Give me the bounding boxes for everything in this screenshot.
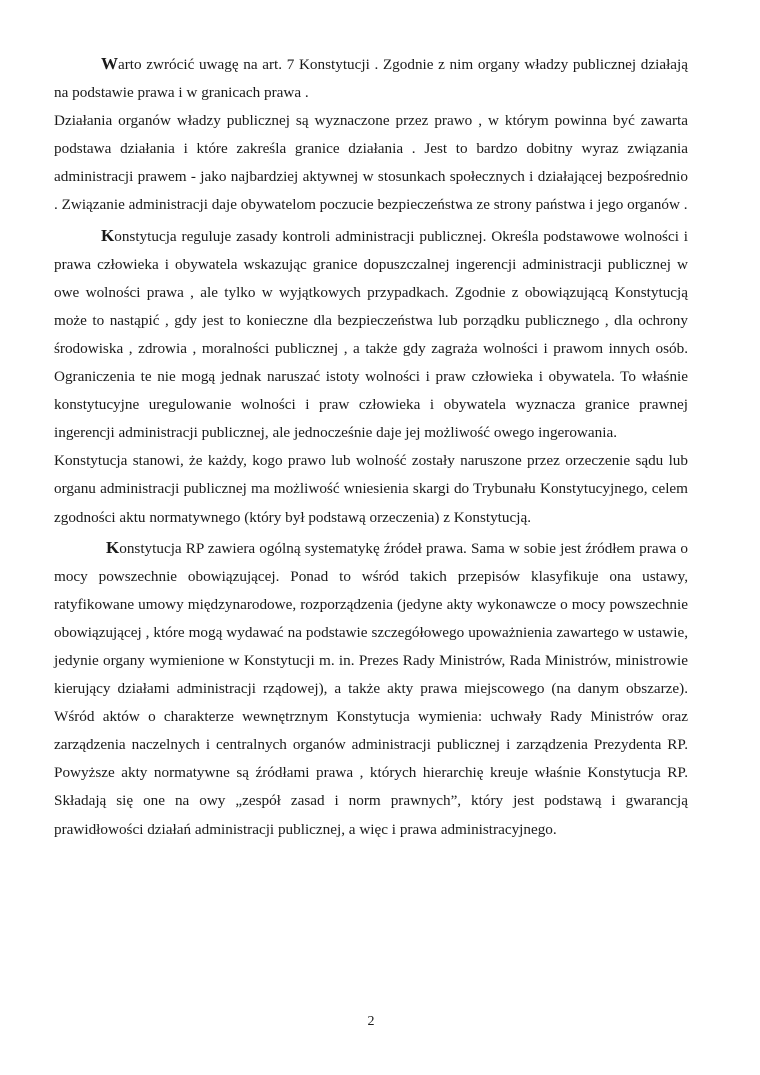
paragraph-text: onstytucja RP zawiera ogólną systematykę źródeł prawa. Sama w sobie jest źródłem prawa o mocy powszechnie obowiązującej. Ponad to wśród takich przepisów klasyfikuje ona ustawy, ratyfikowane umowy międzynarodowe, rozporządzenia (jedyne akty wykonawcze o mocy powszechnie obowiązującej , które mogą wydawać na podstawie szczegółowego upoważnienia zawartego w ustawie, jedynie organy wymienione w Konstytucji m. in. Prezes Rady Ministrów, Rada Ministrów, ministrowie kierujący działami administracji rządowej), a także akty prawa miejscowego (na danym obszarze). Wśród aktów o charakterze wewnętrznym Konstytucja wymienia: uchwały Rady Ministrów oraz zarządzenia naczelnych i centralnych organów administracji publicznej i zarządzenia Prezydenta RP. Powyższe akty normatywne są źródłami prawa , których hierarchię kreuje właśnie Konstytucja RP. Składają się one na owy „zespół zasad i norm prawnych”, który jest podstawą i gwarancją prawidłowości działań administracji publicznej, a więc i prawa administracyjnego. <box>54 539 688 838</box>
paragraph-text: onstytucja reguluje zasady kontroli administracji publicznej. Określa podstawowe wolności i prawa człowieka i obywatela wskazując granice dopuszczalnej ingerencji administracji publicznej w owe wolności prawa , ale tylko w wyjątkowych przypadkach. Zgodnie z obowiązującą Konstytucją może to nastąpić , gdy jest to konieczne dla bezpieczeństwa lub porządku publicznego , dla ochrony środowiska , zdrowia , moralności publicznej , a także gdy zagraża wolności i prawom innych osób. Ograniczenia te nie mogą jednak naruszać istoty wolności i praw człowieka i obywatela. To właśnie konstytucyjne uregulowanie wolności i praw człowieka i obywatela wyznacza granice prawnej ingerencji administracji publicznej, ale jednocześnie daje jej możliwość owego ingerowania. <box>54 227 688 442</box>
body-text <box>54 50 688 844</box>
paragraph-initial: W <box>101 54 118 73</box>
paragraph-constitution-control <box>54 222 688 448</box>
paragraph-article-7 <box>54 50 688 107</box>
paragraph-sources-of-law <box>54 534 688 844</box>
paragraph-constitutional-complaint <box>54 447 688 531</box>
paragraph-initial: K <box>101 225 115 245</box>
paragraph-organs-action <box>54 107 688 219</box>
paragraph-text: arto zwrócić uwagę na art. 7 Konstytucji . Zgodnie z nim organy władzy publicznej działają na podstawie prawa i w granicach prawa . <box>54 56 688 102</box>
paragraph-initial: K <box>106 537 120 557</box>
paragraph-text: Konstytucja stanowi, że każdy, kogo prawo lub wolność zostały naruszone przez orzeczenie sądu lub organu administracji publicznej ma możliwość wniesienia skargi do Trybunału Konstytucyjnego, celem zgodności aktu normatywnego (który był podstawą orzeczenia) z Konstytucją. <box>54 452 688 526</box>
paragraph-text: Działania organów władzy publicznej są wyznaczone przez prawo , w którym powinna być zawarta podstawa działania i które zakreśla granice działania . Jest to bardzo dobitny wyraz związania administracji prawem - jako najbardziej aktywnej w stosunkach społecznych i działającej bezpośrednio . Związanie administracji daje obywatelom poczucie bezpieczeństwa ze strony państwa i jego organów . <box>54 112 688 214</box>
page-number: 2 <box>367 1014 375 1029</box>
